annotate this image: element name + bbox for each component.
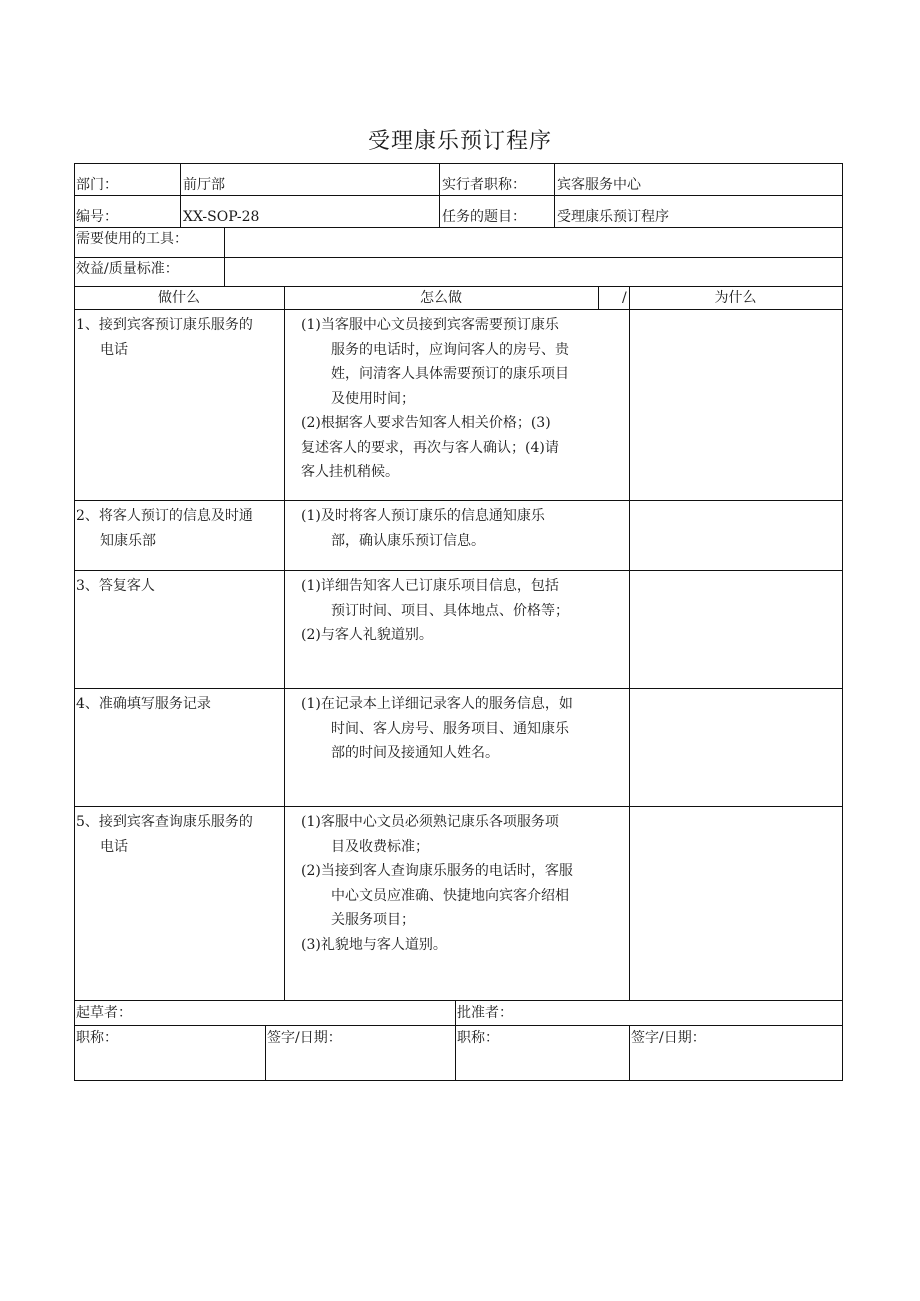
step-4-how <box>301 692 573 766</box>
step-4-action-1: (1)在记录本上详细记录客人的服务信息，如 时间、客人房号、服务项目、通知康乐 部的时间及接通知人姓名。 <box>301 696 573 761</box>
role-value: 宾客服务中心 <box>557 177 641 193</box>
column-why-header: 为什么 <box>714 290 757 306</box>
column-how-header: 怎么做 <box>420 290 462 306</box>
dept-value: 前厅部 <box>183 177 225 193</box>
step-3-action-1: (1)详细告知客人已订康乐项目信息，包括 预订时间、项目、具体地点、价格等； <box>301 578 569 619</box>
drafter-label: 起草者： <box>76 1005 132 1021</box>
column-slash: / <box>622 290 627 306</box>
tools-label: 需要使用的工具： <box>76 231 188 247</box>
task-value: 受理康乐预订程序 <box>557 209 669 225</box>
step-2-how <box>301 504 545 553</box>
document-title: 受理康乐预订程序 <box>367 129 552 154</box>
drafter-title-label: 职称： <box>76 1030 118 1046</box>
approver-sign-label: 签字/日期： <box>631 1030 706 1046</box>
step-5-action-2: (2)当接到客人查询康乐服务的电话时，客服 中心文员应准确、快捷地向宾客介绍相 关服务项目； <box>301 863 573 928</box>
step-1-action-2: (2)根据客人要求告知客人相关价格；(3) 复述客人的要求，再次与客人确认；(4)请 客人挂机稍候。 <box>301 415 559 480</box>
step-2-what: 2、将客人预订的信息及时通 知康乐部 <box>76 508 253 549</box>
drafter-sign-label: 签字/日期： <box>267 1030 342 1046</box>
approver-title-label: 职称： <box>457 1030 499 1046</box>
step-5-action-1: (1)客服中心文员必须熟记康乐各项服务项 目及收费标准； <box>301 814 559 855</box>
column-what-header: 做什么 <box>158 290 200 306</box>
step-5-action-3: (3)礼貌地与客人道别。 <box>301 936 447 953</box>
step-1-what: 1、接到宾客预订康乐服务的 电话 <box>76 317 253 358</box>
code-label: 编号： <box>76 209 118 225</box>
dept-label: 部门： <box>76 177 118 193</box>
step-3-how <box>301 574 569 648</box>
role-label: 实行者职称： <box>442 177 526 193</box>
step-3-action-2: (2)与客人礼貌道别。 <box>301 627 433 643</box>
code-value: XX-SOP-28 <box>183 209 260 225</box>
step-3-what: 3、答复客人 <box>76 578 155 594</box>
step-5-how <box>301 810 573 957</box>
step-1-action-1: (1)当客服中心文员接到宾客需要预订康乐 服务的电话时，应询问客人的房号、贵 姓，问清客人具体需要预订的康乐项目 及使用时间； <box>301 317 569 407</box>
step-1-how <box>301 313 569 485</box>
task-label: 任务的题目： <box>442 209 526 225</box>
approver-label: 批准者： <box>457 1005 513 1021</box>
step-2-action-1: (1)及时将客人预订康乐的信息通知康乐 部，确认康乐预订信息。 <box>301 508 545 549</box>
quality-label: 效益/质量标准： <box>76 261 179 277</box>
step-5-what: 5、接到宾客查询康乐服务的 电话 <box>76 814 253 855</box>
step-4-what: 4、准确填写服务记录 <box>76 696 211 712</box>
